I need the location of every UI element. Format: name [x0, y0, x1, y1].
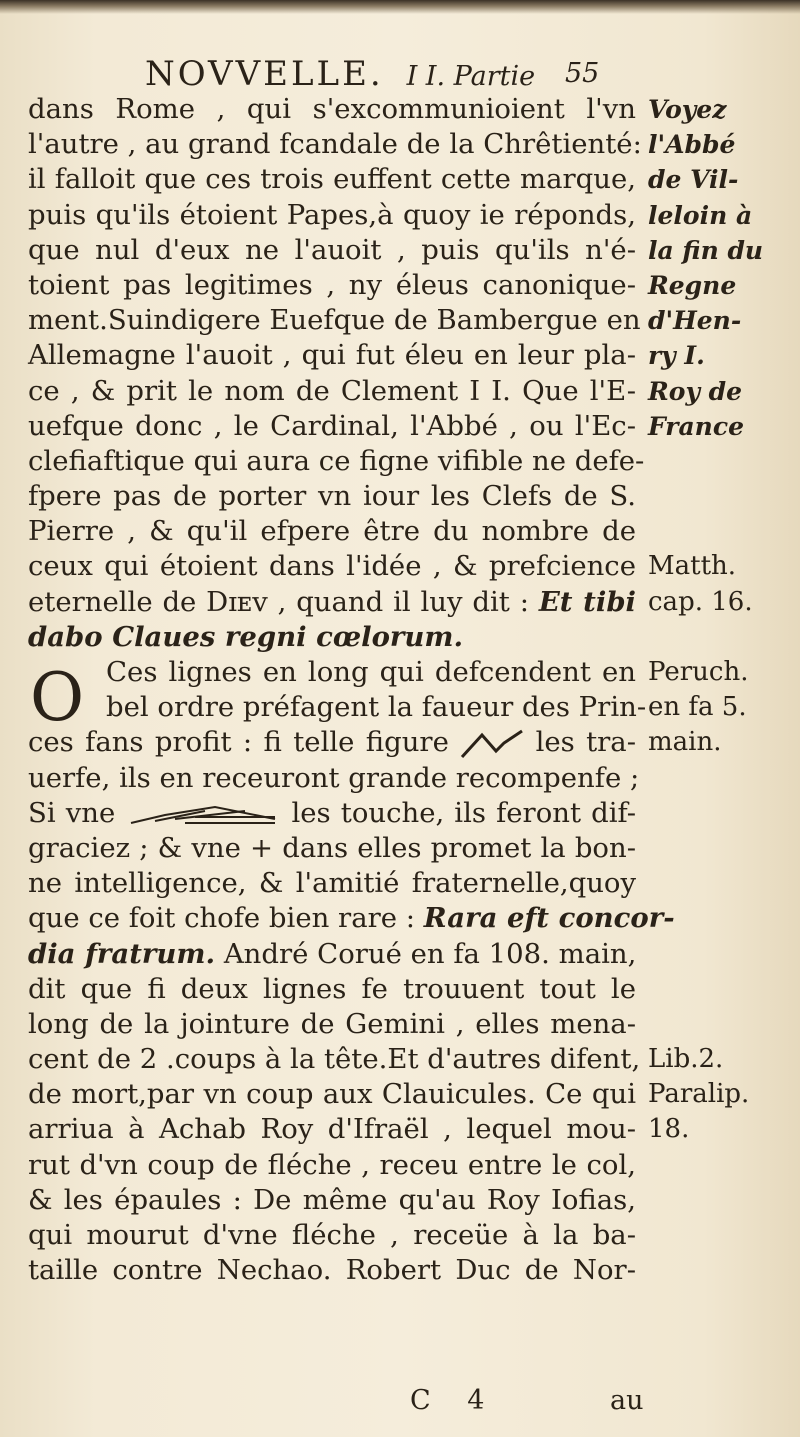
crossing-lines-figure [460, 729, 524, 759]
header-title: NOVVELLE. [145, 54, 384, 94]
text-line [28, 937, 636, 972]
text-line-part: que ce foit chofe bien rare : [28, 902, 416, 935]
text-line: Pierre , & qu'il efpere être du nombre de [28, 515, 636, 548]
text-line-part: André Corué en fa 108. main, [223, 937, 637, 970]
text-line: ce , & prit le nom de Clement I I. Que l'E- [28, 374, 636, 407]
margin-note: d'Hen- [648, 306, 742, 336]
text-line: fpere pas de porter vn iour les Clefs de S. [28, 480, 636, 513]
text-line: rut d'vn coup de fléche , receu entre le col, [28, 1148, 636, 1181]
latin-quote: Rara eft concor- [423, 902, 675, 935]
margin-note: Matth. [648, 551, 737, 582]
latin-quote: dia fratrum. [28, 937, 216, 970]
text-line: arriua à Achab Roy d'Ifraël , lequel mou- [28, 1113, 636, 1146]
marginal-notes [648, 92, 796, 1148]
text-line: & les épaules : De même qu'au Roy Iofias, [28, 1183, 636, 1216]
cross-glyph: + [250, 831, 274, 864]
text-line: long de la jointure de Gemini , elles mena- [28, 1007, 636, 1040]
text-line: il falloit que ces trois euffent cette marque, [28, 163, 636, 196]
text-line [28, 655, 636, 690]
margin-note: Roy de [648, 376, 743, 406]
text-line-part: Si vne [28, 796, 116, 829]
margin-note: 18. [648, 1114, 690, 1145]
page-footer [0, 1385, 800, 1425]
text-line-part: dans elles promet la bon- [282, 831, 636, 864]
margin-note: Peruch. [648, 657, 749, 687]
margin-note: Lib.2. [648, 1044, 724, 1075]
text-line: cent de 2 .coups à la tête.Et d'autres difent, [28, 1043, 641, 1076]
text-line: dit que fi deux lignes fe trouuent tout le [28, 972, 636, 1005]
text-line-part: bel ordre préfagent la faueur des Prin- [106, 691, 647, 724]
margin-note: la fin du [648, 235, 764, 265]
margin-note: en fa 5. [648, 692, 747, 723]
page-edge-shadow [0, 0, 800, 14]
text-line: uerfe, ils en receuront grande recompenfe ; [28, 761, 640, 794]
margin-note: main. [648, 727, 722, 758]
margin-note: Regne [648, 270, 737, 300]
margin-note: France [648, 411, 744, 441]
header-part: I I. Partie [406, 61, 536, 92]
text-line-part: eternelle de Dɪᴇᴠ , quand il luy dit : [28, 585, 529, 618]
text-line: toient pas legitimes , ny éleus canonique- [28, 268, 636, 301]
text-line: ceux qui étoient dans l'idée , & prefcience [28, 550, 636, 583]
margin-note: Voyez [648, 95, 727, 124]
text-line: l'autre , au grand fcandale de la Chrêtienté: [28, 128, 642, 161]
margin-note: ry I. [648, 341, 705, 371]
text-line: ne intelligence, & l'amitié fraternelle,quoy [28, 867, 636, 900]
text-line-part: les touche, ils feront dif- [291, 796, 637, 829]
text-line [28, 901, 675, 936]
page-number: 55 [565, 58, 600, 89]
margin-note: Paralip. [648, 1079, 750, 1110]
hatched-line-figure [125, 801, 281, 827]
text-line-part: Ces lignes en long qui defcendent en [106, 656, 636, 688]
text-line [28, 725, 636, 760]
margin-note: l'Abbé [648, 130, 736, 160]
text-line-part: graciez ; & vne [28, 831, 241, 864]
text-line-part: ces fans profit : fi telle figure [28, 726, 449, 759]
latin-quote: Et tibi [538, 585, 636, 618]
text-line: que nul d'eux ne l'auoit , puis qu'ils n'é- [28, 233, 636, 266]
text-line: uefque donc , le Cardinal, l'Abbé , ou l'Ec- [28, 409, 636, 442]
text-line: dans Rome , qui s'excommunioient l'vn [28, 93, 636, 125]
latin-quote: dabo Claues regni cœlorum. [28, 620, 464, 653]
text-line [28, 690, 647, 725]
text-line [28, 831, 636, 866]
drop-initial: O [30, 659, 85, 736]
text-line: clefiaftique qui aura ce figne vifible ne defe- [28, 444, 645, 477]
text-line: taille contre Nechao. Robert Duc de Nor- [28, 1254, 636, 1287]
text-line-part: les tra- [535, 726, 636, 759]
margin-note: leloin à [648, 200, 753, 230]
text-line: qui mourut d'vne fléche , receüe à la ba- [28, 1219, 636, 1251]
signature-mark: C 4 [410, 1385, 499, 1416]
catchword: au [610, 1385, 644, 1416]
text-line: puis qu'ils étoient Papes,à quoy ie réponds, [28, 198, 636, 231]
text-line: de mort,par vn coup aux Clauicules. Ce qui [28, 1078, 636, 1111]
text-line [28, 796, 636, 831]
text-line: ment.Suindigere Euefque de Bambergue en [28, 304, 641, 337]
margin-note: cap. 16. [648, 586, 753, 617]
text-line [28, 585, 636, 620]
margin-note: de Vil- [648, 165, 739, 195]
text-line [28, 620, 636, 655]
text-line: Allemagne l'auoit , qui fut éleu en leur pla- [28, 339, 636, 372]
